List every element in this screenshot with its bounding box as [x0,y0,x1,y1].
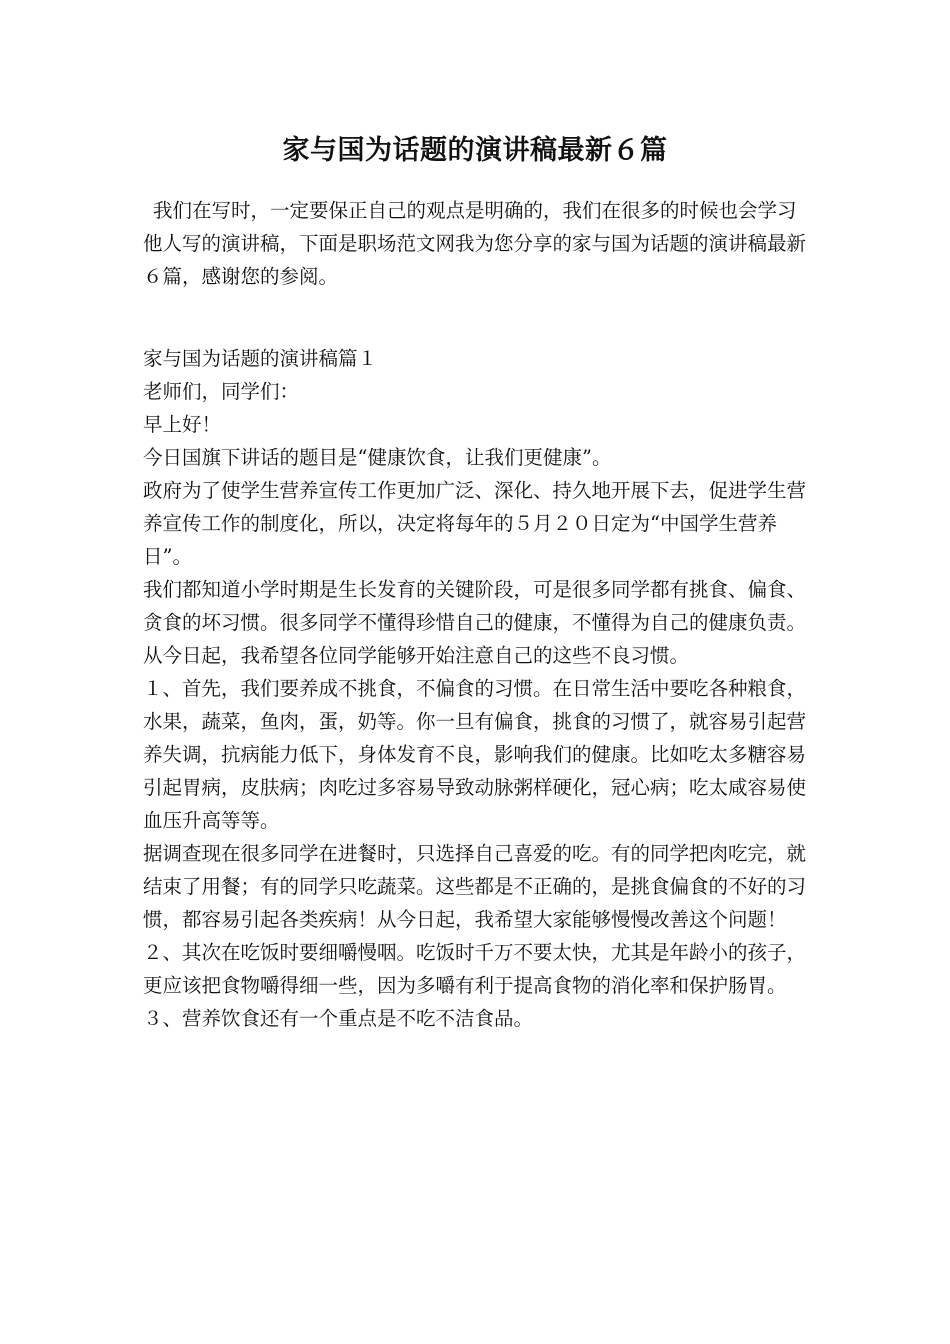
document-title: 家与国为话题的演讲稿最新６篇 [282,135,668,166]
salutation: 老师们，同学们： [143,380,300,403]
section-heading: 家与国为话题的演讲稿篇１ [143,347,378,370]
body-paragraph: 政府为了使学生营养宣传工作更加广泛、深化、持久地开展下去，促进学生营养宣传工作的制度化，所以，决定将每年的５月２０日定为“中国学生营养日”。 [143,479,807,568]
body-paragraph: 今日国旗下讲话的题目是“健康饮食，让我们更健康”。 [143,446,612,469]
document-body [143,342,811,1035]
intro-paragraph: 我们在写时，一定要保正自己的观点是明确的，我们在很多的时候也会学习他人写的演讲稿，下面是职场范文网我为您分享的家与国为话题的演讲稿最新６篇，感谢您的参阅。 [143,199,807,288]
list-item-2: ２、其次在吃饭时要细嚼慢咽。吃饭时千万不要太快，尤其是年龄小的孩子，更应该把食物嚼得细一些，因为多嚼有利于提高食物的消化率和保护肠胃。 [143,941,807,997]
greeting: 早上好！ [143,413,222,436]
body-paragraph: 据调查现在很多同学在进餐时，只选择自己喜爱的吃。有的同学把肉吃完，就结束了用餐；有的同学只吃蔬菜。这些都是不正确的，是挑食偏食的不好的习惯，都容易引起各类疾病！从今日起，我希望大家能够慢慢改善这个问题！ [143,842,807,931]
body-paragraph: 我们都知道小学时期是生长发育的关键阶段，可是很多同学都有挑食、偏食、贪食的坏习惯。很多同学不懂得珍惜自己的健康，不懂得为自己的健康负责。从今日起，我希望各位同学能够开始注意自己的这些不良习惯。 [143,578,807,667]
list-item-3: ３、营养饮食还有一个重点是不吃不洁食品。 [143,1007,534,1030]
list-item-1: １、首先，我们要养成不挑食，不偏食的习惯。在日常生活中要吃各种粮食，水果，蔬菜，鱼肉，蛋，奶等。你一旦有偏食，挑食的习惯了，就容易引起营养失调，抗病能力低下，身体发育不良，影响我们的健康。比如吃太多糖容易引起胃病，皮肤病；肉吃过多容易导致动脉粥样硬化，冠心病；吃太咸容易使血压升高等等。 [143,677,807,832]
